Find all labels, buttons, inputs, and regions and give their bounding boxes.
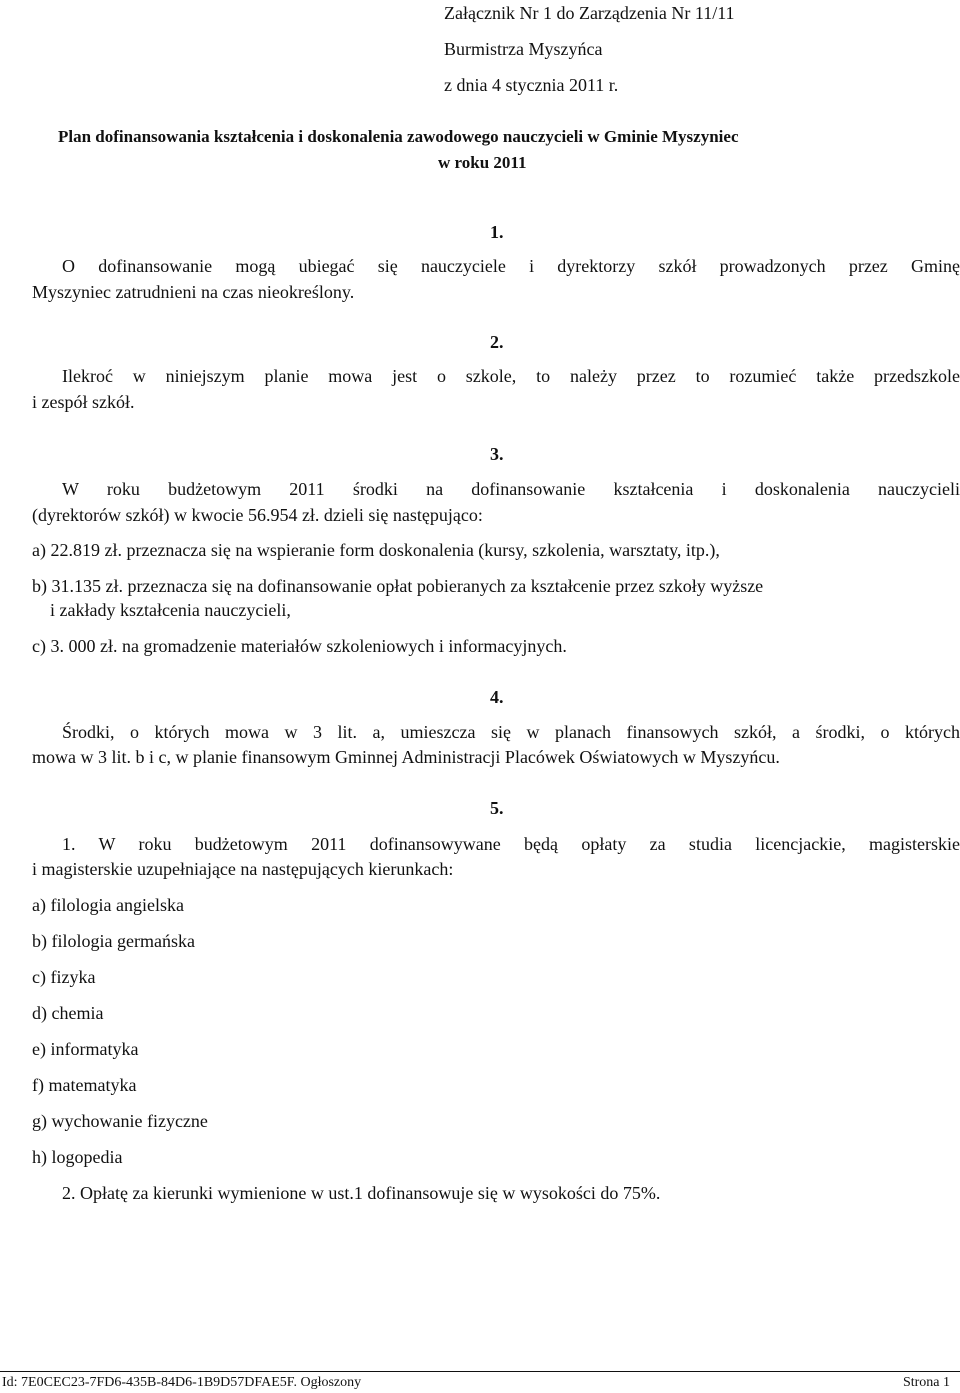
document-title-line-1: Plan dofinansowania kształcenia i doskonalenia zawodowego nauczycieli w Gminie Myszyniec <box>58 127 739 146</box>
field-list-item: d) chemia <box>32 1003 104 1023</box>
section-3-line-2: (dyrektorów szkół) w kwocie 56.954 zł. dzieli się następująco: <box>32 505 483 525</box>
header-line-1: Załącznik Nr 1 do Zarządzenia Nr 11/11 <box>444 3 735 23</box>
section-5-line-2: i magisterskie uzupełniające na następujących kierunkach: <box>32 859 454 879</box>
footer-document-id: Id: 7E0CEC23-7FD6-435B-84D6-1B9D57DFAE5F. Ogłoszony <box>2 1375 362 1390</box>
section-2-line-1: Ilekroć w niniejszym planie mowa jest o szkole, to należy przez to rozumieć także przedszkole <box>62 366 960 386</box>
section-3-number: 3. <box>490 444 504 464</box>
section-1-number: 1. <box>490 222 504 242</box>
field-list-item: e) informatyka <box>32 1039 139 1059</box>
section-4-line-1: Środki, o których mowa w 3 lit. a, umieszcza się w planach finansowych szkół, a środki, o których <box>62 722 960 742</box>
footer-page-number: Strona 1 <box>902 1375 950 1390</box>
section-3-item-b-line-2: i zakłady kształcenia nauczycieli, <box>50 600 291 620</box>
header-line-2: Burmistrza Myszyńca <box>444 39 603 59</box>
section-2-line-2: i zespół szkół. <box>32 392 135 412</box>
section-1-line-1: O dofinansowanie mogą ubiegać się nauczyciele i dyrektorzy szkół prowadzonych przez Gminę <box>62 256 960 276</box>
section-4-line-2: mowa w 3 lit. b i c, w planie finansowym Gminnej Administracji Placówek Oświatowych w Myszyńcu. <box>32 747 780 767</box>
field-list-item: h) logopedia <box>32 1147 123 1167</box>
field-list-item: c) fizyka <box>32 967 96 987</box>
field-list-item: g) wychowanie fizyczne <box>32 1111 208 1131</box>
section-5-point-2: 2. Opłatę za kierunki wymienione w ust.1 dofinansowuje się w wysokości do 75%. <box>62 1183 661 1203</box>
section-5-number: 5. <box>490 798 504 818</box>
section-3-item-c: c) 3. 000 zł. na gromadzenie materiałów szkoleniowych i informacyjnych. <box>32 636 567 656</box>
document-title-line-2: w roku 2011 <box>438 153 527 172</box>
section-4-number: 4. <box>490 687 504 707</box>
footer-divider <box>0 1371 960 1372</box>
header-line-3: z dnia 4 stycznia 2011 r. <box>444 75 619 95</box>
section-5-line-1: 1. W roku budżetowym 2011 dofinansowywane będą opłaty za studia licencjackie, magisterskie <box>62 834 960 854</box>
field-list-item: b) filologia germańska <box>32 931 195 951</box>
field-list-item: a) filologia angielska <box>32 895 184 915</box>
section-3-item-a: a) 22.819 zł. przeznacza się na wspieranie form doskonalenia (kursy, szkolenia, warsztaty, itp.), <box>32 540 720 560</box>
section-3-item-b-line-1: b) 31.135 zł. przeznacza się na dofinansowanie opłat pobieranych za kształcenie przez szkoły wyższe <box>32 576 764 596</box>
section-3-line-1: W roku budżetowym 2011 środki na dofinansowanie kształcenia i doskonalenia nauczycieli <box>62 479 960 499</box>
section-2-number: 2. <box>490 332 504 352</box>
section-1-line-2: Myszyniec zatrudnieni na czas nieokreślony. <box>32 282 355 302</box>
field-list-item: f) matematyka <box>32 1075 137 1095</box>
